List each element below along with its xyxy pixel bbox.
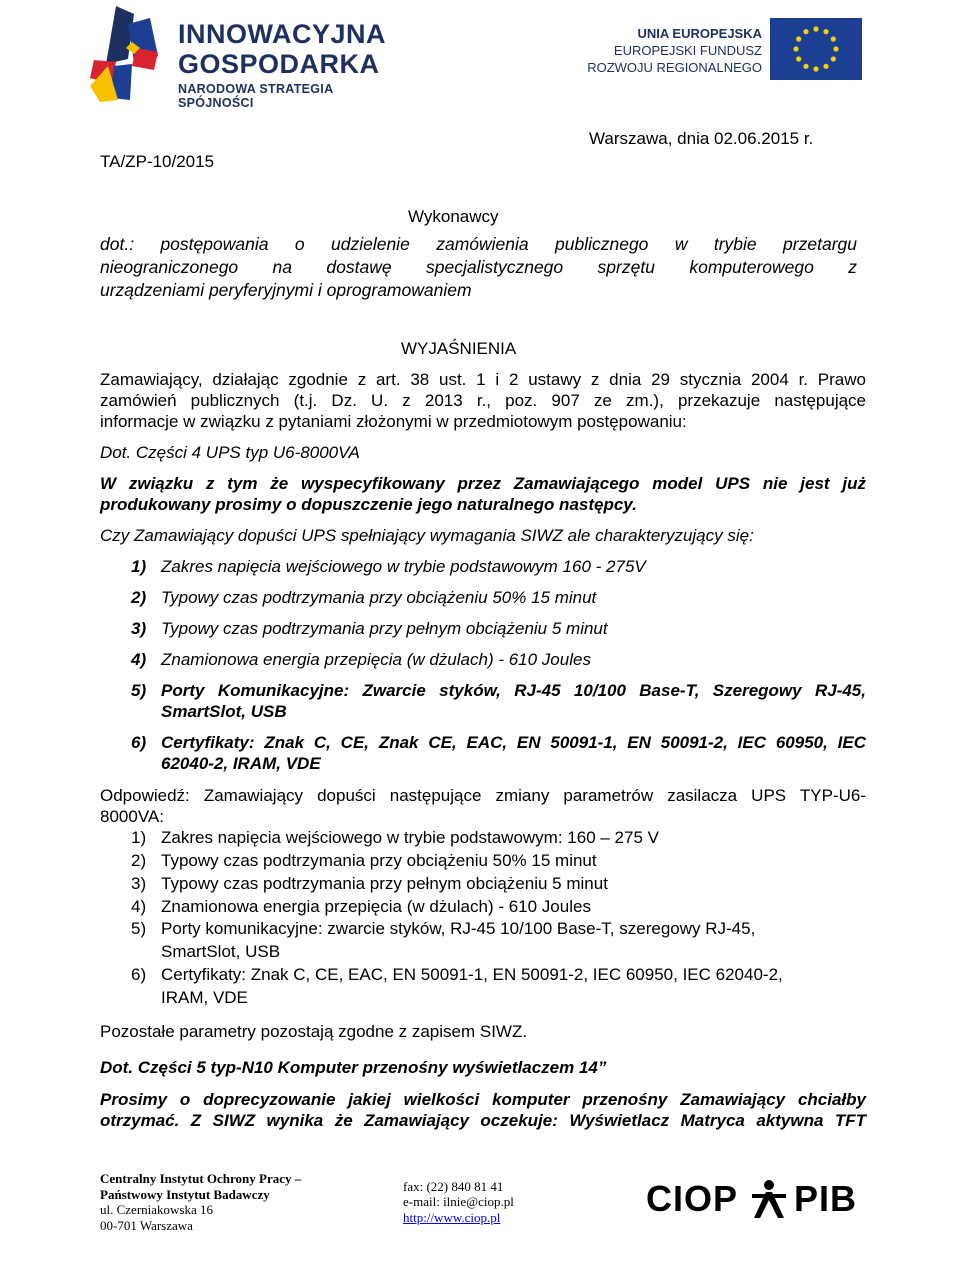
- subject-line-3: urządzeniami peryferyjnymi i oprogramowaniem: [100, 280, 472, 300]
- ig-logo-line2: GOSPODARKA: [178, 49, 380, 79]
- list-item: Znamionowa energia przepięcia (w dżulach) - 610 Joules: [161, 897, 591, 916]
- part5-question-line-2: otrzymać. Z SIWZ wynika że Zamawiający oczekuje: Wyświetlacz Matryca aktywna TFT: [100, 1111, 866, 1130]
- list-item-number: 3): [131, 874, 147, 893]
- reference-number: TA/ZP-10/2015: [100, 152, 215, 171]
- ciop-logo-right-text: PIB: [794, 1178, 858, 1219]
- innowacyjna-gospodarka-logo: [88, 4, 387, 110]
- footer-email[interactable]: e-mail: ilnie@ciop.pl: [403, 1194, 514, 1209]
- intro-line-1: Zamawiający, działając zgodnie z art. 38 ust. 1 i 2 ustawy z dnia 29 stycznia 2004 r. Prawo: [100, 370, 866, 389]
- eu-flag-icon: [770, 18, 862, 80]
- footer-website-link[interactable]: http://www.ciop.pl: [403, 1210, 501, 1225]
- list-item-number: 6): [131, 965, 147, 984]
- eu-logo: [587, 16, 862, 86]
- eu-star-icon: [796, 56, 801, 61]
- part5-heading: Dot. Części 5 typ-N10 Komputer przenośny wyświetlaczem 14”: [100, 1058, 607, 1077]
- subject-line-1: dot.: postępowania o udzielenie zamówienia publicznego w trybie przetargu: [100, 234, 857, 254]
- document-title: WYJAŚNIENIA: [401, 339, 517, 358]
- list-item: Typowy czas podtrzymania przy pełnym obciążeniu 5 minut: [161, 874, 608, 893]
- part4-question-line-1: W związku z tym że wyspecyfikowany przez Zamawiającego model UPS nie jest już: [100, 474, 866, 493]
- eu-logo-line2: EUROPEJSKI FUNDUSZ: [613, 43, 762, 58]
- eu-star-icon: [833, 46, 838, 51]
- document-date: Warszawa, dnia 02.06.2015 r.: [589, 129, 814, 148]
- footer-org-line-1: Centralny Instytut Ochrony Pracy –: [100, 1171, 302, 1186]
- ciop-pib-logo: [646, 1178, 882, 1220]
- list-item: Typowy czas podtrzymania przy obciążeniu 50% 15 minut: [161, 851, 597, 870]
- part4-heading: Dot. Części 4 UPS typ U6-8000VA: [100, 443, 360, 462]
- list-item: Porty komunikacyjne: zwarcie styków, RJ-45 10/100 Base-T, szeregowy RJ-45,: [161, 919, 756, 938]
- list-item: Typowy czas podtrzymania przy pełnym obciążeniu 5 minut: [161, 619, 608, 638]
- list-item-number: 1): [131, 557, 147, 576]
- list-item: Zakres napięcia wejściowego w trybie podstawowym: 160 – 275 V: [161, 828, 659, 847]
- ig-logo-line1: INNOWACYJNA: [178, 19, 387, 49]
- part4-question-line-2: produkowany prosimy o dopuszczenie jego naturalnego następcy.: [100, 495, 637, 514]
- ig-emblem-icon: [88, 4, 178, 104]
- eu-star-icon: [796, 36, 801, 41]
- intro-line-2: zamówień publicznych (t.j. Dz. U. z 2013 r., poz. 907 ze zm.), przekazuje następujące: [100, 391, 866, 410]
- eu-logo-line3: ROZWOJU REGIONALNEGO: [587, 60, 762, 75]
- eu-star-icon: [803, 64, 808, 69]
- list-item-number: 2): [131, 851, 147, 870]
- eu-star-icon: [813, 26, 818, 31]
- list-item-continuation: 62040-2, IRAM, VDE: [161, 754, 321, 773]
- footer-city: 00-701 Warszawa: [100, 1218, 193, 1233]
- eu-star-icon: [823, 29, 828, 34]
- footer-street: ul. Czerniakowska 16: [100, 1202, 214, 1217]
- part4-answer-line-1: Odpowiedź: Zamawiający dopuści następujące zmiany parametrów zasilacza UPS TYP-U6-: [100, 786, 866, 805]
- list-item: Typowy czas podtrzymania przy obciążeniu 50% 15 minut: [161, 588, 597, 607]
- list-item: Znamionowa energia przepięcia (w dżulach) - 610 Joules: [161, 650, 591, 669]
- part5-question-line-1: Prosimy o doprecyzowanie jakiej wielkości komputer przenośny Zamawiający chciałby: [100, 1090, 866, 1109]
- list-item: Porty Komunikacyjne: Zwarcie styków, RJ-45 10/100 Base-T, Szeregowy RJ-45,: [161, 681, 866, 700]
- subject-line-2: nieograniczonego na dostawę specjalistycznego sprzętu komputerowego z: [100, 257, 857, 277]
- footer-org-line-2: Państwowy Instytut Badawczy: [100, 1187, 270, 1202]
- part4-question-lead: Czy Zamawiający dopuści UPS spełniający wymagania SIWZ ale charakteryzujący się:: [100, 526, 754, 545]
- list-item-number: 6): [131, 733, 147, 752]
- list-item: Certyfikaty: Znak C, CE, EAC, EN 50091-1, EN 50091-2, IEC 60950, IEC 62040-2,: [161, 965, 783, 984]
- footer-fax: fax: (22) 840 81 41: [403, 1179, 504, 1194]
- list-item-number: 2): [131, 588, 147, 607]
- ciop-person-icon: [748, 1178, 790, 1220]
- list-item-number: 1): [131, 828, 147, 847]
- list-item-number: 4): [131, 650, 147, 669]
- list-item-number: 5): [131, 681, 147, 700]
- eu-star-icon: [823, 64, 828, 69]
- list-item-number: 3): [131, 619, 147, 638]
- list-item: Certyfikaty: Znak C, CE, Znak CE, EAC, EN 50091-1, EN 50091-2, IEC 60950, IEC: [161, 733, 866, 752]
- eu-logo-line1: UNIA EUROPEJSKA: [637, 26, 762, 41]
- list-item-number: 4): [131, 897, 147, 916]
- list-item-number: 5): [131, 919, 147, 938]
- intro-line-3: informacje w związku z pytaniami złożonymi w przedmiotowym postępowaniu:: [100, 412, 687, 431]
- part4-closing: Pozostałe parametry pozostają zgodne z zapisem SIWZ.: [100, 1022, 528, 1041]
- eu-star-icon: [813, 66, 818, 71]
- list-item-continuation: SmartSlot, USB: [161, 702, 287, 721]
- list-item-continuation: IRAM, VDE: [161, 988, 248, 1007]
- eu-star-icon: [803, 29, 808, 34]
- ig-logo-line3: NARODOWA STRATEGIA SPÓJNOŚCI: [178, 82, 333, 110]
- eu-star-icon: [831, 56, 836, 61]
- list-item: Zakres napięcia wejściowego w trybie podstawowym 160 - 275V: [161, 557, 646, 576]
- part4-answer-line-2: 8000VA:: [100, 807, 164, 826]
- ciop-logo-left-text: CIOP: [646, 1178, 739, 1219]
- list-item-continuation: SmartSlot, USB: [161, 942, 281, 961]
- eu-star-icon: [793, 46, 798, 51]
- recipient: Wykonawcy: [408, 207, 499, 226]
- eu-star-icon: [831, 36, 836, 41]
